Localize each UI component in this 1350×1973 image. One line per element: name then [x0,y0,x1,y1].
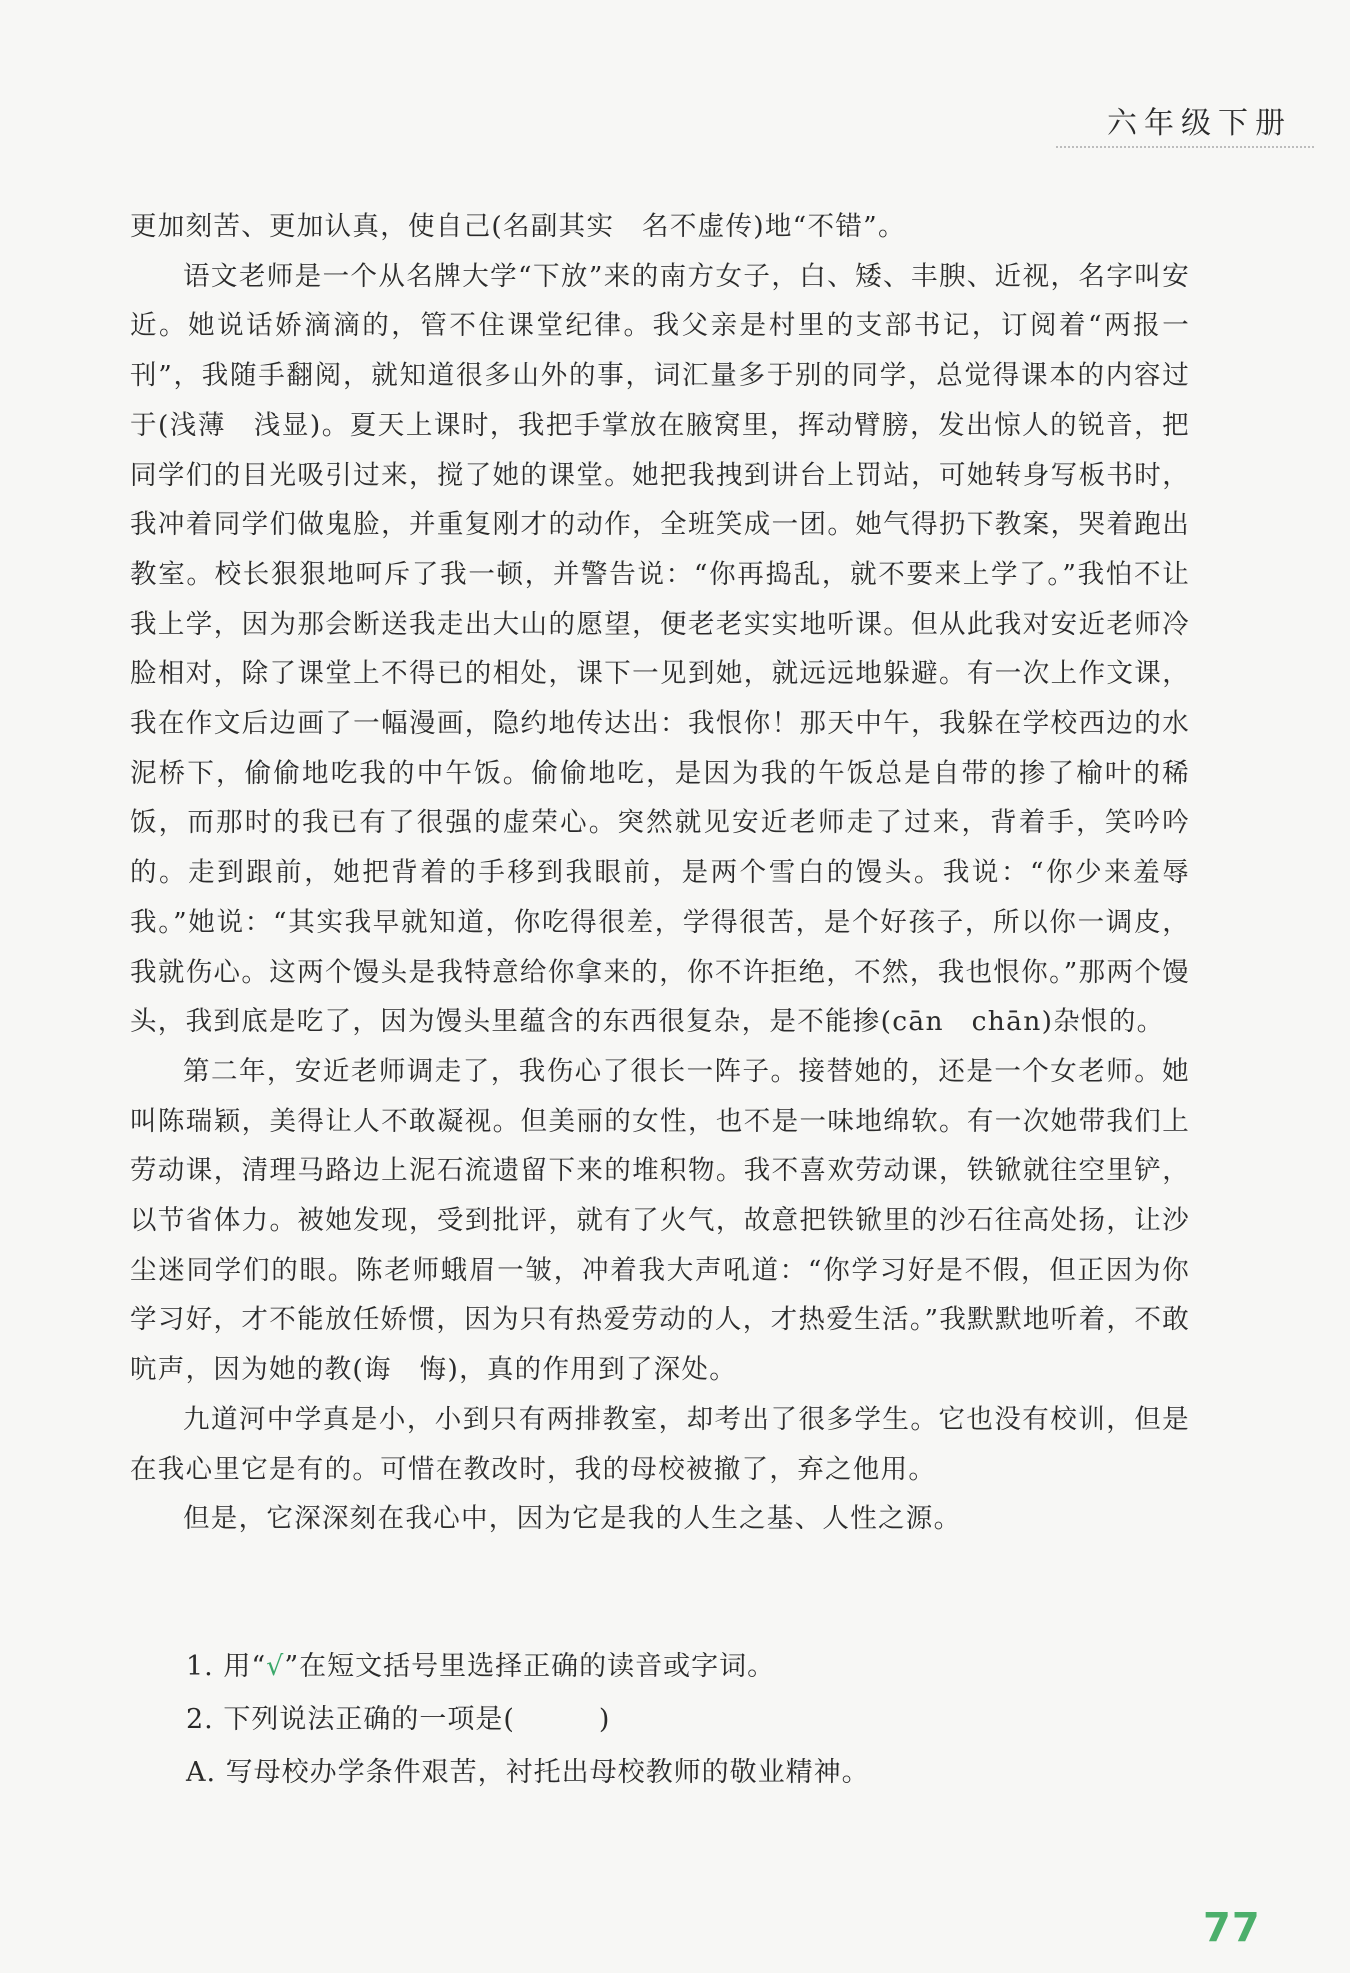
question-1 [186,1642,1186,1692]
grade-label: 六年级下册 [1107,106,1292,141]
question-1-prefix: 1. 用“ [186,1651,267,1682]
article-paragraph: 九道河中学真是小，小到只有两排教室，却考出了很多学生。它也没有校训，但是在我心里它是有的。可惜在教改时，我的母校被撤了，弃之他用。 [130,1403,1190,1485]
question-1-text: ”在短文括号里选择正确的读音或字词。 [284,1651,776,1682]
article-paragraph: 更加刻苦、更加认真，使自己(名副其实 名不虚传)地“不错”。 [130,211,906,242]
question-2-option-a: A. 写母校办学条件艰苦，衬托出母校教师的敬业精神。 [186,1757,870,1788]
page-header [1056,92,1314,148]
article-paragraph: 但是，它深深刻在我心中，因为它是我的人生之基、人性之源。 [183,1503,962,1535]
article-paragraph: 语文老师是一个从名牌大学“下放”来的南方女子，白、矮、丰腴、近视，名字叫安近。她说话娇滴滴的，管不住课堂纪律。我父亲是村里的支部书记，订阅着“两报一刊”，我随手翻阅，就知道很多山外的事，词汇量多于别的同学，总觉得课本的内容过于(浅薄 浅显)。夏天上课时，我把手掌放在腋窝里，挥动臂膀，发出惊人的锐音，把同学们的目光吸引过来，搅了她的课堂。她把我拽到讲台上罚站，可她转身写板书时，我冲着同学们做鬼脸，并重复刚才的动作，全班笑成一团。她气得扔下教案，哭着跑出教室。校长狠狠地呵斥了我一顿，并警告说：“你再捣乱，就不要来上学了。”我怕不让我上学，因为那会断送我走出大山的愿望，便老老实实地听课。但从此我对安近老师冷脸相对，除了课堂上不得已的相处，课下一见到她，就远远地躲避。有一次上作文课，我在作文后边画了一幅漫画，隐约地传达出：我恨你！那天中午，我躲在学校西边的水泥桥下，偷偷地吃我的中午饭。偷偷地吃，是因为我的午饭总是自带的掺了榆叶的稀饭，而那时的我已有了很强的虚荣心。突然就见安近老师走了过来，背着手，笑吟吟的。走到跟前，她把背着的手移到我眼前，是两个雪白的馒头。我说：“你少来羞辱我。”她说：“其实我早就知道，你吃得很差，学得很苦，是个好孩子，所以你一调皮，我就伤心。这两个馒头是我特意给你拿来的，你不许拒绝，不然，我也恨你。”那两个馒头，我到底是吃了，因为馒头里蕴含的东西很复杂，是不能掺(cān chān)杂恨的。 [130,260,1190,1038]
check-mark-icon: √ [266,1651,285,1682]
page-number: 77 [1203,1905,1261,1951]
question-2: 2. 下列说法正确的一项是( ) [186,1704,611,1735]
article-paragraph: 第二年，安近老师调走了，我伤心了很长一阵子。接替她的，还是一个女老师。她叫陈瑞颖，美得让人不敢凝视。但美丽的女性，也不是一味地绵软。有一次她带我们上劳动课，清理马路边上泥石流遗留下来的堆积物。我不喜欢劳动课，铁锨就往空里铲，以节省体力。被她发现，受到批评，就有了火气，故意把铁锨里的沙石往高处扬，让沙尘迷同学们的眼。陈老师蛾眉一皱，冲着我大声吼道：“你学习好是不假，但正因为你学习好，才不能放任娇惯，因为只有热爱劳动的人，才热爱生活。”我默默地听着，不敢吭声，因为她的教(诲 悔)，真的作用到了深处。 [130,1055,1190,1386]
article-body [130,202,1190,1544]
questions-section [186,1642,1186,1801]
